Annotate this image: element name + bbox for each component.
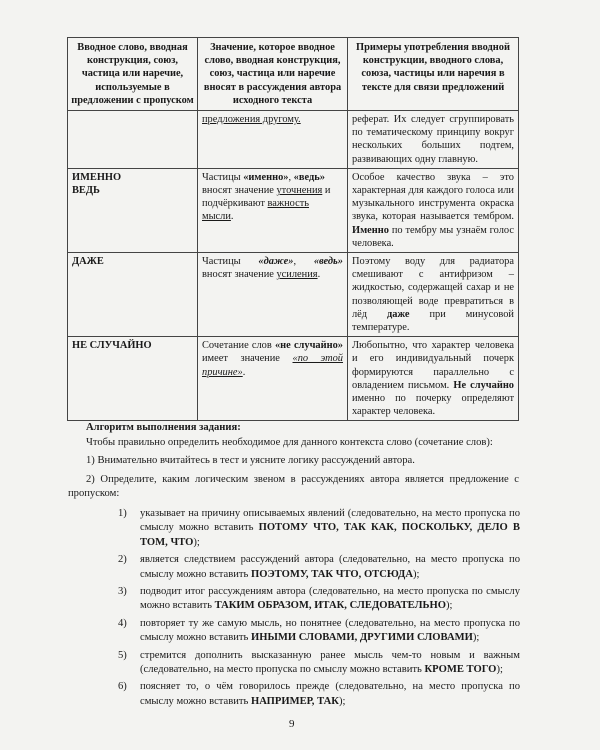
list-item-keywords: НАПРИМЕР, ТАК [251, 695, 339, 707]
meaning-text: , [288, 171, 294, 183]
example-keyword: Не случайно [453, 379, 514, 391]
algorithm-step-2: 2) Определите, каким логическим звеном в рассуждениях автора является предложение с пропуском: [68, 473, 519, 499]
table-row [68, 253, 519, 337]
list-item-keywords: ИНЫМИ СЛОВАМИ, ДРУГИМИ СЛОВАМИ [251, 632, 473, 644]
example-text: Любопытно, что характер человека и его индивидуальный почерк формируются параллельно с овладением письмом. [352, 340, 514, 391]
word-text: ВЕДЬ [72, 185, 100, 197]
list-item-keywords: ПОЭТОМУ, ТАК ЧТО, ОТСЮДА [251, 568, 413, 580]
meaning-text: Сочетание слов [202, 340, 275, 352]
meaning-keyword: «даже» [258, 256, 294, 268]
meaning-cell [198, 337, 348, 421]
list-item-text [140, 585, 520, 614]
list-item-end: ); [338, 695, 346, 707]
word-cell: ДАЖЕ [68, 253, 198, 337]
list-item-text [140, 617, 520, 646]
list-item-number: 2) [118, 554, 127, 566]
meaning-text: предложения другому. [202, 114, 301, 126]
meaning-keyword: «именно» [243, 171, 289, 183]
list-item-number: 5) [118, 649, 127, 661]
meaning-cell [198, 168, 348, 252]
list-item-text [140, 553, 520, 582]
meaning-keyword: «ведь» [313, 256, 343, 268]
meaning-cell [198, 253, 348, 337]
list-item-text [140, 680, 520, 709]
list-item-number: 4) [118, 617, 127, 629]
list-item [118, 649, 520, 678]
word-cell [68, 168, 198, 252]
example-text: при минусовой температуре. [352, 308, 514, 334]
list-item-body: поясняет то, о чём говорилось прежде (следовательно, на место пропуска по смыслу можно вставить [140, 681, 520, 707]
list-item-number: 1) [118, 508, 127, 519]
list-item-end: ); [412, 568, 420, 580]
list-item-end: ); [496, 664, 503, 676]
page-number: 9 [289, 718, 295, 730]
logic-options-list [118, 507, 520, 712]
meaning-text: вносят значение [202, 269, 277, 281]
meaning-text: имеет значение [202, 353, 293, 365]
list-item-body: стремится дополнить высказанную ранее мысль чем-то новым и важным (следовательно, на место пропуска по смыслу можно вставить [140, 649, 520, 676]
list-item-keywords: ТАКИМ ОБРАЗОМ, ИТАК, СЛЕДОВАТЕЛЬНО [214, 600, 446, 612]
example-text: именно по почерку определяют характер человека. [352, 393, 514, 418]
reference-table [67, 37, 519, 421]
meaning-underlined: уточнения [276, 185, 323, 197]
header-cell-word: Вводное слово, вводная конструкция, союз, частица или наречие, используемые в предложении с пропуском [68, 38, 198, 111]
algorithm-title: Алгоритм выполнения задания: [86, 422, 241, 433]
word-cell [68, 111, 198, 169]
algorithm-step-1: 1) Внимательно вчитайтесь в тест и уясните логику рассуждений автора. [86, 455, 415, 467]
word-cell: НЕ СЛУЧАЙНО [68, 337, 198, 421]
list-item [118, 585, 520, 614]
example-text: Поэтому воду для радиатора смешивают с антифризом – жидкостью, содержащей сахар и не позволяющей воде превратиться в лёд [352, 256, 514, 320]
example-keyword: Именно [352, 224, 389, 236]
list-item [118, 680, 520, 709]
table-row [68, 111, 519, 169]
list-item [118, 507, 520, 550]
meaning-underlined: важность мысли [202, 198, 309, 223]
meaning-text: . [317, 269, 321, 281]
meaning-text: . [230, 211, 234, 223]
algorithm-section [68, 421, 519, 501]
list-item-body: указывает на причину описываемых явлений (следовательно, на место пропуска по смыслу можно вставить [140, 508, 520, 534]
meaning-text: вносят значение [202, 185, 277, 197]
table-row [68, 168, 519, 252]
header-cell-meaning: Значение, которое вводное слово, вводная конструкция, союз, частица или наречие вносят в рассуждения автора исходного текста [198, 38, 348, 111]
list-item-keywords: ПОТОМУ ЧТО, ТАК КАК, ПОСКОЛЬКУ, ДЕЛО В ТОМ, ЧТО [140, 522, 520, 548]
meaning-text: Частицы [202, 256, 259, 268]
meaning-keyword: «ведь» [293, 171, 325, 183]
list-item-body: повторяет ту же самую мысль, но понятнее (следовательно, на место пропуска по смыслу можно вставить [140, 617, 520, 644]
meaning-text: . [242, 366, 246, 378]
example-cell [348, 253, 519, 337]
list-item-keywords: КРОМЕ ТОГО [424, 664, 497, 676]
example-cell [348, 337, 519, 421]
header-cell-example: Примеры употребления вводной конструкции, вводного слова, союза, частицы или наречия в тексте для связи предложений [348, 38, 519, 111]
list-item-text [140, 507, 520, 550]
list-item-number: 3) [118, 586, 127, 598]
meaning-keyword: «не случайно» [274, 340, 343, 352]
table-header-row [68, 38, 519, 111]
meaning-text: , [293, 256, 314, 268]
list-item-end: ); [472, 632, 480, 644]
algorithm-intro: Чтобы правильно определить необходимое для данного контекста слово (сочетание слов): [86, 437, 493, 449]
example-text: по тембру мы узнаём голос человека. [352, 224, 514, 249]
list-item-number: 6) [118, 681, 127, 693]
list-item-end: ); [193, 536, 200, 548]
list-item-text [140, 649, 520, 678]
list-item-end: ); [445, 600, 453, 612]
list-item-body: является следствием рассуждений автора (следовательно, на место пропуска по смыслу можно вставить [140, 554, 520, 580]
meaning-text: Частицы [202, 171, 244, 183]
table-row [68, 337, 519, 421]
meaning-underlined: «по этой причине» [202, 353, 344, 378]
list-item [118, 617, 520, 646]
example-cell [348, 168, 519, 252]
word-text: ИМЕННО [72, 171, 122, 183]
list-item-body: подводит итог рассуждениям автора (следовательно, на место пропуска по смыслу можно вставить [140, 586, 520, 612]
meaning-underlined: усиления [276, 269, 318, 281]
meaning-text: и подчёркивают [202, 185, 331, 210]
meaning-cell [198, 111, 348, 169]
example-cell: реферат. Их следует сгруппировать по тематическому принципу вокруг нескольких больших подтем, развивающих одну главную. [348, 111, 519, 169]
example-text: Особое качество звука – это характерная для каждого голоса или музыкального инструмента окраска звука, которая называется тембром. [352, 171, 514, 223]
example-keyword: даже [387, 308, 410, 320]
list-item [118, 553, 520, 582]
